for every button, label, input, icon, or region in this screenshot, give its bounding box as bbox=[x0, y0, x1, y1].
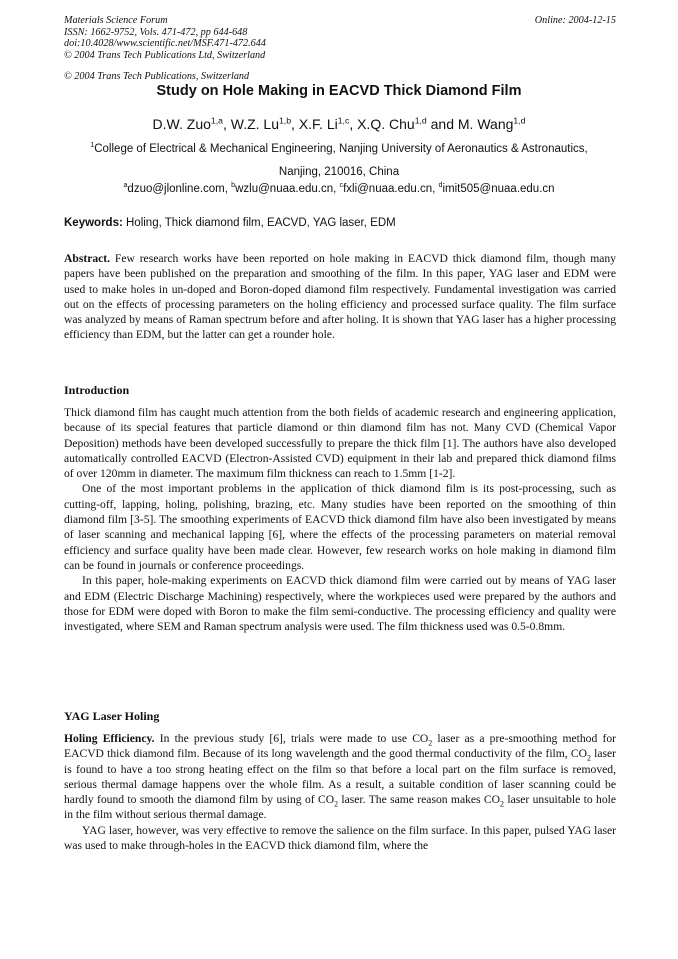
email[interactable]: $^a$dzuo@jlonline.com bbox=[123, 181, 225, 195]
keywords: Keywords: Holing, Thick diamond film, EACVD, YAG laser, EDM bbox=[64, 217, 396, 229]
author: M. Wang$^{1,d}$ bbox=[457, 115, 526, 132]
paragraph: Holing Efficiency. In the previous study [6], trials were made to use $CO_2$ laser as a pre-smoothing method for EACVD thick diamond film. Because of its long wavelength and the good thermal conductivity of the film, $CO_2$ laser is found to have a too strong heating effect on the film so that before a local part on the film surface is removed, serious thermal damage happens over the whole film. As a result, a suitable condition of laser scanning could be hardly found to smooth the diamond film by using of $CO_2$ laser. The same reason makes $CO_2$ laser unsuitable to hole in the film without serious thermal damage. bbox=[64, 732, 616, 822]
abstract-label: Abstract. bbox=[64, 252, 111, 265]
author: X.F. Li$^{1,c}$, bbox=[298, 115, 358, 132]
email[interactable]: $^d$imit505@nuaa.edu.cn bbox=[438, 181, 555, 195]
author: D.W. Zuo$^{1,a}$, bbox=[152, 115, 231, 132]
copyright-line-1: © 2004 Trans Tech Publications Ltd, Switzerland bbox=[64, 49, 266, 61]
email[interactable]: $^c$fxli@nuaa.edu.cn bbox=[339, 181, 433, 195]
issn-line: ISSN: 1662-9752, Vols. 471-472, pp 644-648 bbox=[64, 26, 248, 38]
email[interactable]: $^b$wzlu@nuaa.edu.cn bbox=[231, 181, 334, 195]
paragraph: In this paper, hole-making experiments on EACVD thick diamond film were carried out by means of YAG laser and EDM (Electric Discharge Machining) respectively, where the workpieces used were prepared by the authors and those for EDM were doped with Boron to make the film semi-conductive. The processing efficiency and quality were investigated, where SEM and Raman spectrum analysis were used. The film thickness used was 0.5-0.8mm. bbox=[64, 574, 616, 634]
author: X.Q. Chu$^{1,d}$ and bbox=[357, 115, 458, 132]
copyright-line-2: © 2004 Trans Tech Publications, Switzerland bbox=[64, 71, 250, 83]
abstract-text: Few research works have been reported on hole making in EACVD thick diamond film, though many papers have been published on the preparation and smoothing of the film. In this paper, YAG laser and EDM were used to make holes in un-doped and Boron-doped diamond film respectively. Fundamental investigation was carried out on the effects of processing parameters on the holing efficiency and processed surface quality. The film surface was analyzed by means of Raman spectrum before and after holing. It is shown that YAG laser has a higher processing efficiency than EDM, but the latter can get a rounder hole. bbox=[64, 252, 616, 342]
paragraph: One of the most important problems in the application of thick diamond film is its post-processing, such as cutting-off, lapping, holing, polishing, brazing, etc. Many studies have been reported on the smoothing of thin diamond film [3-5]. The smoothing experiments of EACVD thick diamond film have also been investigated by means of laser scanning and mechanical lapping [6], where the effects of the processing parameters on material removal efficiency and surface quality have been made clear. However, few research works on hole making in diamond film can be found in journals or conference proceedings. bbox=[64, 482, 616, 572]
paragraph: YAG laser, however, was very effective to remove the salience on the film surface. In this paper, pulsed YAG laser was used to make through-holes in the EACVD thick diamond film, where the bbox=[64, 823, 616, 853]
subsection-lead: Holing Efficiency. bbox=[64, 732, 155, 745]
section-heading-introduction: Introduction bbox=[64, 383, 130, 397]
paper-title: Study on Hole Making in EACVD Thick Diamond Film bbox=[156, 83, 522, 99]
doi-line: doi:10.4028/www.scientific.net/MSF.471-472.644 bbox=[64, 38, 266, 50]
affiliation: $^1$College of Electrical & Mechanical Engineering, Nanjing University of Aeronautics & Astronautics, Nanjing, 210016, China bbox=[90, 141, 588, 178]
journal-name: Materials Science Forum bbox=[64, 15, 168, 26]
author-list bbox=[0, 116, 678, 132]
yag-body bbox=[64, 731, 616, 853]
abstract bbox=[64, 251, 616, 343]
paragraph: Thick diamond film has caught much attention from the both fields of academic research and engineering application, because of its special features that particle diamond or thin diamond film has not. Many CVD (Chemical Vapor Deposition) methods have been developed successfully to prepare the thick film [1]. The authors have also developed automatically controlled EACVD (Electron-Assisted CVD) equipment in their lab and prepared thick diamond films of over 120mm in diameter. The maximum film thickness can reach to 1.5mm [1-2]. bbox=[64, 406, 616, 481]
journal-header bbox=[64, 15, 616, 83]
introduction-body bbox=[64, 405, 616, 634]
author: W.Z. Lu$^{1,b}$, bbox=[230, 115, 299, 132]
email-list: $^a$dzuo@jlonline.com, $^b$wzlu@nuaa.edu.cn, $^c$fxli@nuaa.edu.cn, $^d$imit505@nuaa.edu.cn bbox=[123, 181, 555, 195]
section-heading-yag: YAG Laser Holing bbox=[64, 709, 160, 723]
online-date: Online: 2004-12-15 bbox=[534, 15, 616, 26]
